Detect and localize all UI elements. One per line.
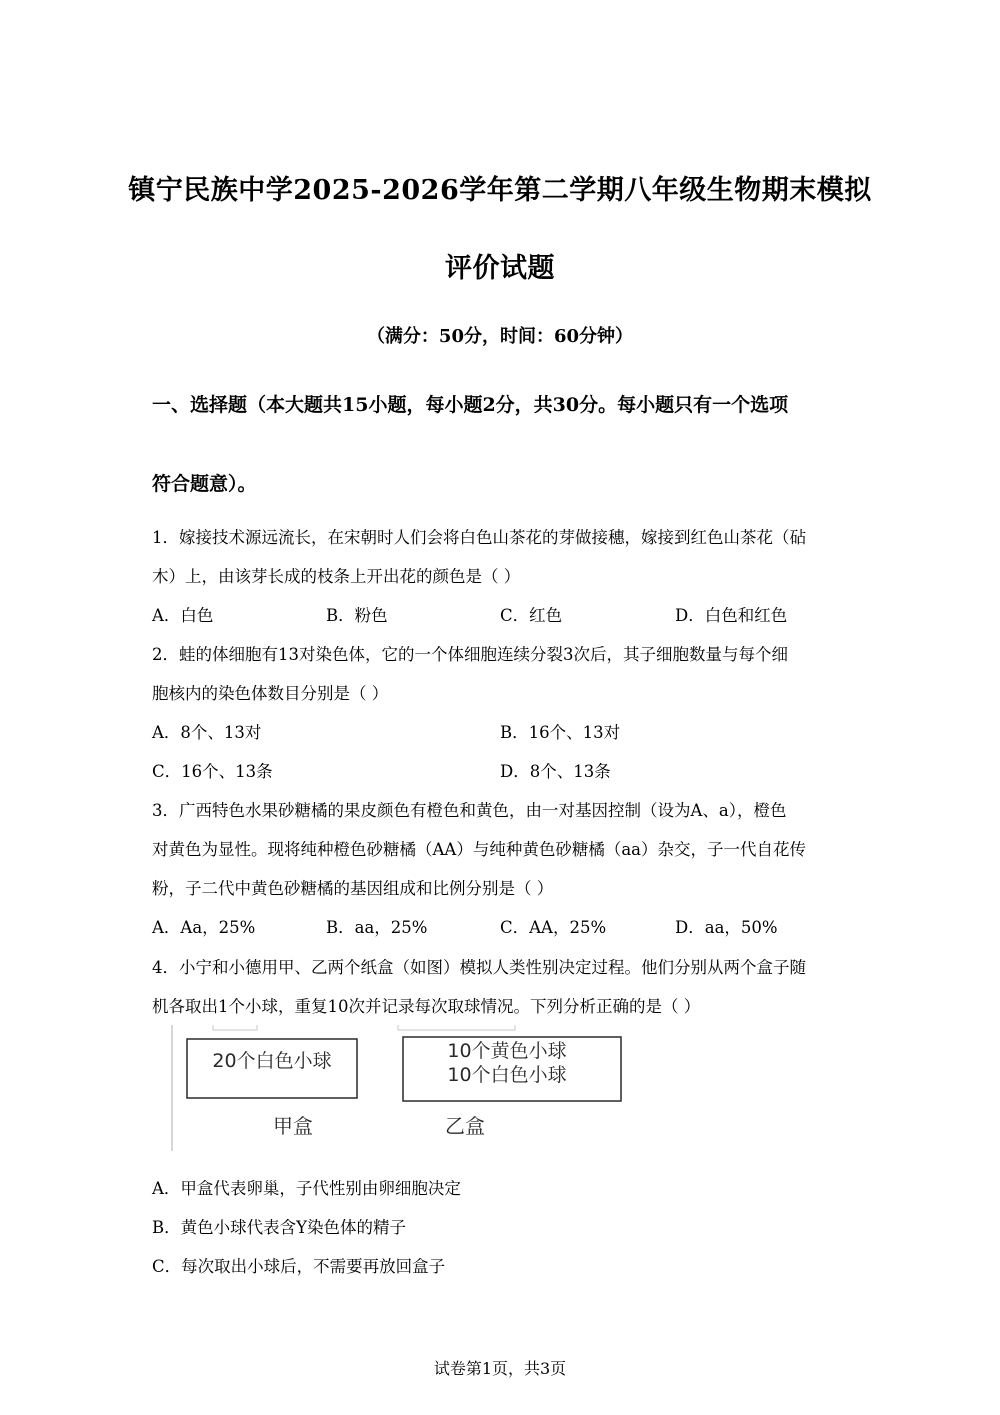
box-b-text-yellow: 10个黄色小球 xyxy=(447,1040,567,1062)
box-a-label: 甲盒 xyxy=(273,1114,313,1138)
question-4-option-a: A．甲盒代表卵巢，子代性别由卵细胞决定 xyxy=(152,1179,461,1198)
figure-top-mark-b xyxy=(398,1025,515,1030)
question-3-line-3: 粉，子二代中黄色砂糖橘的基因组成和比例分别是（ ） xyxy=(152,879,554,898)
page-title-line-1: 镇宁民族中学2025-2026学年第二学期八年级生物期末模拟 xyxy=(128,175,872,206)
question-3-line-1: 3．广西特色水果砂糖橘的果皮颜色有橙色和黄色，由一对基因控制（设为A、a），橙色 xyxy=(152,801,787,820)
question-3-option-b: B．aa，25% xyxy=(326,918,428,937)
question-1-option-c: C．红色 xyxy=(500,606,563,625)
section-heading-line-1: 一、选择题（本大题共15小题，每小题2分，共30分。每小题只有一个选项 xyxy=(152,394,789,416)
section-heading-line-2: 符合题意）。 xyxy=(152,473,257,495)
page-title-line-2: 评价试题 xyxy=(445,253,555,284)
question-2-option-a: A．8个、13对 xyxy=(152,723,262,742)
question-3-option-a: A．Aa，25% xyxy=(152,918,256,937)
question-1-line-1: 1．嫁接技术源远流长，在宋朝时人们会将白色山茶花的芽做接穗，嫁接到红色山茶花（砧 xyxy=(152,528,806,547)
page-footer: 试卷第1页，共3页 xyxy=(433,1359,567,1378)
question-2-option-c: C．16个、13条 xyxy=(152,762,273,781)
question-1-option-b: B．粉色 xyxy=(326,606,388,625)
question-2-option-d: D．8个、13条 xyxy=(500,762,611,781)
question-3-option-d: D．aa，50% xyxy=(675,918,778,937)
question-4-figure xyxy=(165,1025,635,1155)
question-2-option-b: B．16个、13对 xyxy=(500,723,621,742)
box-a-text: 20个白色小球 xyxy=(212,1050,332,1072)
question-3-option-c: C．AA，25% xyxy=(500,918,607,937)
question-1-option-d: D．白色和红色 xyxy=(675,606,788,625)
question-2-line-1: 2．蛙的体细胞有13对染色体，它的一个体细胞连续分裂3次后，其子细胞数量与每个细 xyxy=(152,645,788,664)
question-1-option-a: A．白色 xyxy=(152,606,214,625)
score-time-info: （满分：50分，时间：60分钟） xyxy=(366,326,634,347)
question-2-line-2: 胞核内的染色体数目分别是（ ） xyxy=(152,684,389,703)
figure-top-mark-a xyxy=(213,1025,257,1030)
question-4-line-1: 4．小宁和小德用甲、乙两个纸盒（如图）模拟人类性别决定过程。他们分别从两个盒子随 xyxy=(152,958,806,977)
question-4-option-b: B．黄色小球代表含Y染色体的精子 xyxy=(152,1218,407,1237)
question-4-line-2: 机各取出1个小球，重复10次并记录每次取球情况。下列分析正确的是（ ） xyxy=(152,997,701,1016)
box-b-text-white: 10个白色小球 xyxy=(447,1064,567,1086)
question-4-option-c: C．每次取出小球后，不需要再放回盒子 xyxy=(152,1257,446,1276)
question-3-line-2: 对黄色为显性。现将纯种橙色砂糖橘（AA）与纯种黄色砂糖橘（aa）杂交，子一代自花传 xyxy=(152,840,807,859)
question-1-line-2: 木）上，由该芽长成的枝条上开出花的颜色是（ ） xyxy=(152,567,521,586)
box-b-label: 乙盒 xyxy=(445,1114,485,1138)
